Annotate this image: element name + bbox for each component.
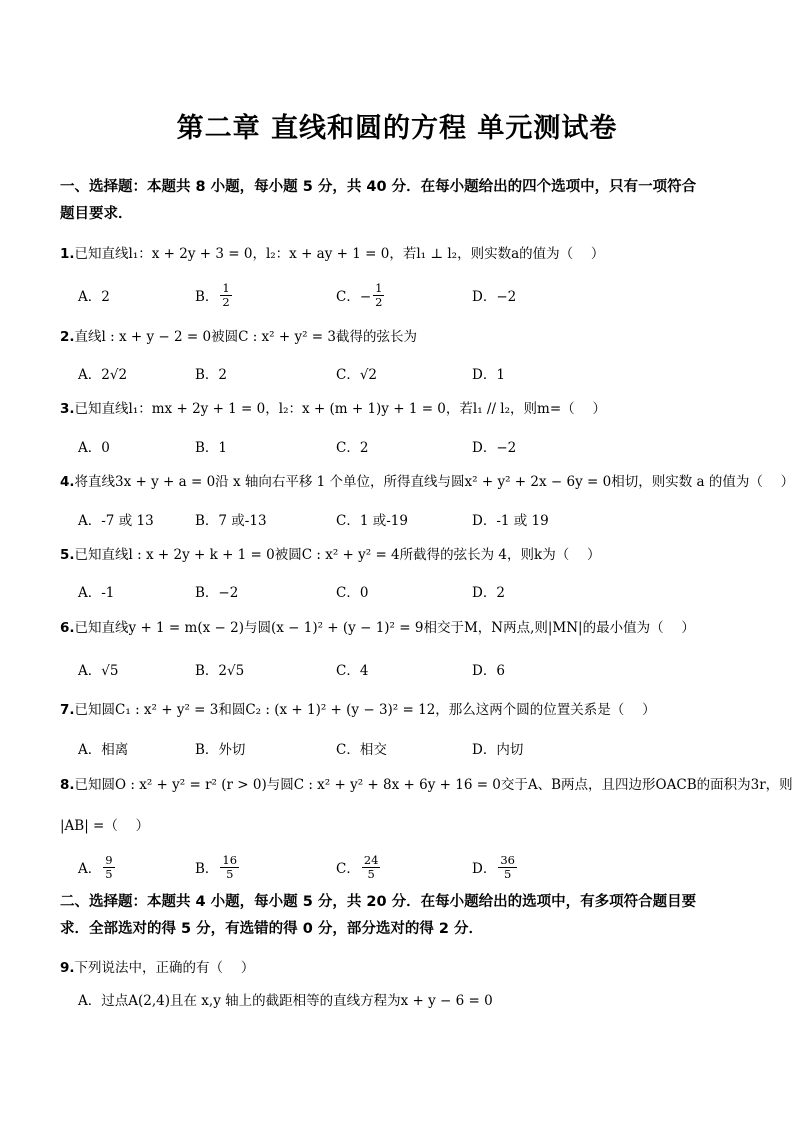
question-3-options <box>78 429 738 463</box>
option-label: A． <box>78 861 102 877</box>
numerator: 1 <box>375 280 383 295</box>
option-b[interactable] <box>195 278 234 312</box>
option-d[interactable] <box>472 850 519 884</box>
option-d[interactable]: D．−2 <box>472 289 517 305</box>
option-b[interactable] <box>195 850 241 884</box>
option-label: D． <box>472 861 497 877</box>
fraction <box>498 854 517 881</box>
question-number: 3. <box>60 401 75 417</box>
option-a[interactable] <box>78 850 117 884</box>
question-8 <box>60 775 793 795</box>
denominator: 5 <box>105 866 113 881</box>
question-number: 8. <box>60 777 75 793</box>
question-stem: 已知直线l : x + 2y + k + 1 = 0被圆C : x² + y² = 4所截得的弦长为 4，则k为（ ） <box>74 547 601 563</box>
question-4-options <box>78 502 738 536</box>
option-label: C． <box>336 861 360 877</box>
numerator: 9 <box>105 852 113 867</box>
question-number: 2. <box>60 329 75 345</box>
option-a[interactable]: A．√5 <box>78 663 119 679</box>
option-c[interactable]: C．√2 <box>336 367 378 383</box>
question-number: 7. <box>60 702 75 718</box>
question-5-options <box>78 574 738 608</box>
option-b[interactable]: B．−2 <box>195 585 239 601</box>
question-stem: 已知圆C₁ : x² + y² = 3和圆C₂ : (x + 1)² + (y − 3)² = 12，那么这两个圆的位置关系是（ ） <box>74 702 656 718</box>
question-number: 9. <box>60 960 75 976</box>
section-2-header <box>60 889 750 943</box>
option-label: B． <box>195 289 219 305</box>
option-c[interactable]: C．2 <box>336 440 369 456</box>
option-c[interactable]: C．4 <box>336 663 369 679</box>
option-d[interactable]: D．内切 <box>472 742 524 758</box>
option-b[interactable]: B．2 <box>195 367 228 383</box>
question-9 <box>60 958 750 978</box>
question-1-options <box>78 278 738 312</box>
question-9-option-a[interactable]: A．过点A(2,4)且在 x,y 轴上的截距相等的直线方程为x + y − 6 = 0 <box>78 993 493 1009</box>
denominator: 2 <box>222 294 230 309</box>
question-2 <box>60 327 750 347</box>
fraction <box>362 854 381 881</box>
option-d[interactable]: D．-1 或 19 <box>472 513 549 529</box>
question-number: 1. <box>60 246 75 262</box>
question-number: 6. <box>60 620 75 636</box>
question-8-stem-continued: |AB| =（ ） <box>60 818 150 834</box>
question-3 <box>60 399 750 419</box>
question-6-options <box>78 652 738 686</box>
option-c[interactable] <box>336 850 382 884</box>
question-number: 4. <box>60 474 75 490</box>
option-a[interactable]: A．2 <box>78 289 110 305</box>
question-stem: 将直线3x + y + a = 0沿 x 轴向右平移 1 个单位，所得直线与圆x² + y² + 2x − 6y = 0相切，则实数 a 的值为（ ） <box>74 474 794 490</box>
fraction <box>220 854 239 881</box>
section-1-header <box>60 174 750 228</box>
question-stem: 下列说法中，正确的有（ ） <box>74 960 255 976</box>
page-title: 第二章 直线和圆的方程 单元测试卷 <box>176 113 618 144</box>
option-c[interactable]: C．相交 <box>336 742 387 758</box>
option-a[interactable]: A．-1 <box>78 585 115 601</box>
section-1-line-2: 题目要求． <box>60 206 133 222</box>
fraction <box>373 282 384 309</box>
numerator: 1 <box>222 280 230 295</box>
section-2-line-1: 二、选择题：本题共 4 小题，每小题 5 分，共 20 分．在每小题给出的选项中，有多项符合题目要 <box>60 894 697 910</box>
option-b[interactable]: B．外切 <box>195 742 246 758</box>
denominator: 2 <box>375 294 383 309</box>
question-stem: 已知直线l₁：mx + 2y + 1 = 0，l₂：x + (m + 1)y + 1 = 0，若l₁ // l₂，则m=（ ） <box>74 401 606 417</box>
denominator: 5 <box>226 866 234 881</box>
option-d[interactable]: D．1 <box>472 367 505 383</box>
question-2-options <box>78 356 738 390</box>
question-stem: 已知直线l₁：x + 2y + 3 = 0，l₂：x + ay + 1 = 0，若l₁ ⊥ l₂，则实数a的值为（ ） <box>74 246 605 262</box>
option-c[interactable] <box>336 278 386 312</box>
question-4 <box>60 472 794 492</box>
option-d[interactable]: D．2 <box>472 585 505 601</box>
question-8-options <box>78 850 738 884</box>
numerator: 16 <box>222 852 238 867</box>
option-label: B． <box>195 861 219 877</box>
question-7-options <box>78 731 738 765</box>
section-1-line-1: 一、选择题：本题共 8 小题，每小题 5 分，共 40 分．在每小题给出的四个选项中，只有一项符合 <box>60 179 697 195</box>
question-stem: 已知直线y + 1 = m(x − 2)与圆(x − 1)² + (y − 1)² = 9相交于M，N两点,则|MN|的最小值为（ ） <box>74 620 695 636</box>
question-number: 5. <box>60 547 75 563</box>
option-b[interactable]: B．7 或-13 <box>195 513 267 529</box>
option-a[interactable]: A．相离 <box>78 742 129 758</box>
option-d[interactable]: D．6 <box>472 663 505 679</box>
denominator: 5 <box>367 866 375 881</box>
option-a[interactable]: A．0 <box>78 440 110 456</box>
option-label: C．− <box>336 289 372 305</box>
section-2-line-2: 求．全部选对的得 5 分，有选错的得 0 分，部分选对的得 2 分． <box>60 921 484 937</box>
option-b[interactable]: B．1 <box>195 440 228 456</box>
fraction <box>103 854 114 881</box>
question-stem: 直线l : x + y − 2 = 0被圆C : x² + y² = 3截得的弦长为 <box>74 329 417 345</box>
numerator: 24 <box>363 852 379 867</box>
fraction <box>220 282 231 309</box>
option-c[interactable]: C．1 或-19 <box>336 513 408 529</box>
option-a[interactable]: A．2√2 <box>78 367 128 383</box>
question-1 <box>60 244 750 264</box>
question-stem: 已知圆O : x² + y² = r² (r > 0)与圆C : x² + y² + 8x + 6y + 16 = 0交于A、B两点，且四边形OACB的面积为3r，则 <box>74 777 793 793</box>
question-6 <box>60 618 750 638</box>
numerator: 36 <box>500 852 515 867</box>
question-7 <box>60 700 750 720</box>
option-b[interactable]: B．2√5 <box>195 663 245 679</box>
option-c[interactable]: C．0 <box>336 585 369 601</box>
option-a[interactable]: A．-7 或 13 <box>78 513 154 529</box>
option-d[interactable]: D．−2 <box>472 440 517 456</box>
denominator: 5 <box>503 866 512 881</box>
question-5 <box>60 545 750 565</box>
